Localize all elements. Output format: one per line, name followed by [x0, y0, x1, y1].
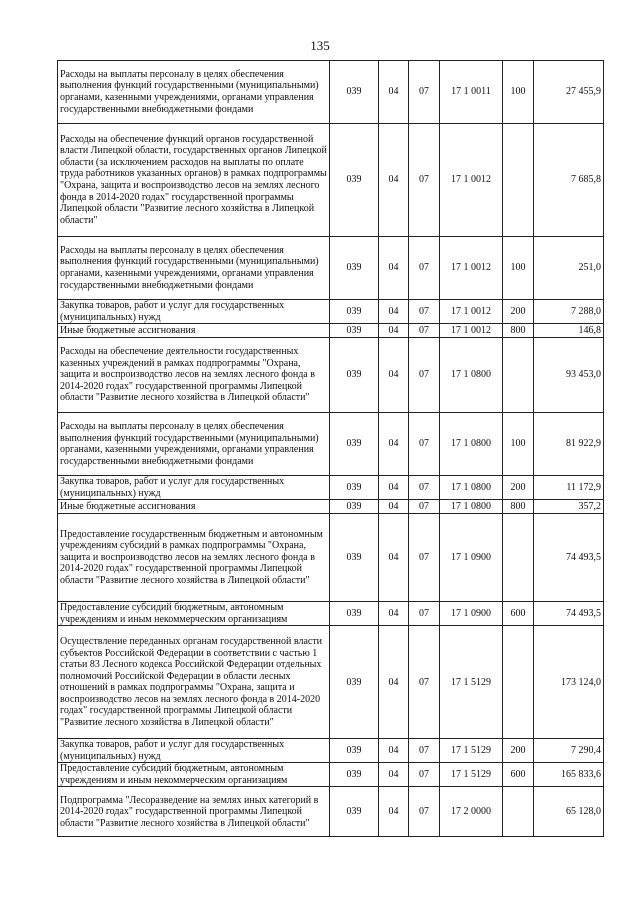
section-cell: 04 — [379, 300, 409, 324]
target-article-cell: 17 1 0012 — [440, 300, 503, 324]
subsection-cell: 07 — [409, 324, 440, 338]
subsection-cell: 07 — [409, 787, 440, 837]
budget-table-body — [58, 61, 604, 837]
item-name-cell: Расходы на выплаты персоналу в целях обеспечения выполнения функций государственными (муниципальными) органами, казенными учреждениями, органами управления государственными внебюджетными фондами — [58, 61, 330, 124]
table-row — [58, 124, 604, 237]
amount-cell: 165 833,6 — [534, 763, 604, 787]
section-cell: 04 — [379, 124, 409, 237]
expense-type-cell — [503, 626, 534, 739]
amount-cell: 81 922,9 — [534, 413, 604, 476]
target-article-cell: 17 1 5129 — [440, 739, 503, 763]
section-cell: 04 — [379, 61, 409, 124]
subsection-cell: 07 — [409, 61, 440, 124]
admin-code-cell: 039 — [330, 338, 379, 413]
target-article-cell: 17 1 5129 — [440, 626, 503, 739]
target-article-cell: 17 1 0011 — [440, 61, 503, 124]
table-row — [58, 787, 604, 837]
expense-type-cell: 600 — [503, 602, 534, 626]
section-cell: 04 — [379, 626, 409, 739]
subsection-cell: 07 — [409, 763, 440, 787]
expense-type-cell: 100 — [503, 413, 534, 476]
expense-type-cell: 200 — [503, 476, 534, 500]
subsection-cell: 07 — [409, 300, 440, 324]
expense-type-cell: 800 — [503, 324, 534, 338]
item-name-cell: Предоставление государственным бюджетным и автономным учреждениям субсидий в рамках подпрограммы "Охрана, защита и воспроизводство лесов на землях лесного фонда в 2014-2020 годах" государственной программы Липецкой области "Развитие лесного хозяйства в Липецкой области" — [58, 514, 330, 602]
admin-code-cell: 039 — [330, 324, 379, 338]
target-article-cell: 17 1 0800 — [440, 500, 503, 514]
admin-code-cell: 039 — [330, 787, 379, 837]
amount-cell: 357,2 — [534, 500, 604, 514]
subsection-cell: 07 — [409, 338, 440, 413]
amount-cell: 173 124,0 — [534, 626, 604, 739]
table-row — [58, 413, 604, 476]
section-cell: 04 — [379, 514, 409, 602]
section-cell: 04 — [379, 413, 409, 476]
expense-type-cell — [503, 338, 534, 413]
target-article-cell: 17 1 5129 — [440, 763, 503, 787]
target-article-cell: 17 1 0012 — [440, 324, 503, 338]
target-article-cell: 17 1 0800 — [440, 413, 503, 476]
table-row — [58, 739, 604, 763]
expense-type-cell: 200 — [503, 739, 534, 763]
expense-type-cell — [503, 124, 534, 237]
section-cell: 04 — [379, 237, 409, 300]
item-name-cell: Иные бюджетные ассигнования — [58, 324, 330, 338]
page-number: 135 — [310, 38, 330, 53]
target-article-cell: 17 1 0012 — [440, 124, 503, 237]
subsection-cell: 07 — [409, 500, 440, 514]
subsection-cell: 07 — [409, 124, 440, 237]
subsection-cell: 07 — [409, 237, 440, 300]
item-name-cell: Расходы на выплаты персоналу в целях обеспечения выполнения функций государственными (муниципальными) органами, казенными учреждениями, органами управления государственными внебюджетными фондами — [58, 237, 330, 300]
admin-code-cell: 039 — [330, 413, 379, 476]
admin-code-cell: 039 — [330, 61, 379, 124]
amount-cell: 7 288,0 — [534, 300, 604, 324]
table-row — [58, 237, 604, 300]
section-cell: 04 — [379, 763, 409, 787]
amount-cell: 74 493,5 — [534, 514, 604, 602]
subsection-cell: 07 — [409, 626, 440, 739]
amount-cell: 7 290,4 — [534, 739, 604, 763]
admin-code-cell: 039 — [330, 739, 379, 763]
item-name-cell: Иные бюджетные ассигнования — [58, 500, 330, 514]
admin-code-cell: 039 — [330, 514, 379, 602]
subsection-cell: 07 — [409, 413, 440, 476]
admin-code-cell: 039 — [330, 763, 379, 787]
admin-code-cell: 039 — [330, 476, 379, 500]
section-cell: 04 — [379, 787, 409, 837]
section-cell: 04 — [379, 324, 409, 338]
subsection-cell: 07 — [409, 476, 440, 500]
expense-type-cell: 200 — [503, 300, 534, 324]
table-row — [58, 300, 604, 324]
table-row — [58, 500, 604, 514]
amount-cell: 146,8 — [534, 324, 604, 338]
item-name-cell: Закупка товаров, работ и услуг для государственных (муниципальных) нужд — [58, 739, 330, 763]
item-name-cell: Закупка товаров, работ и услуг для государственных (муниципальных) нужд — [58, 300, 330, 324]
admin-code-cell: 039 — [330, 626, 379, 739]
amount-cell: 27 455,9 — [534, 61, 604, 124]
expense-type-cell: 100 — [503, 237, 534, 300]
table-row — [58, 763, 604, 787]
admin-code-cell: 039 — [330, 124, 379, 237]
item-name-cell: Закупка товаров, работ и услуг для государственных (муниципальных) нужд — [58, 476, 330, 500]
target-article-cell: 17 2 0000 — [440, 787, 503, 837]
budget-table — [57, 60, 604, 837]
section-cell: 04 — [379, 602, 409, 626]
admin-code-cell: 039 — [330, 300, 379, 324]
admin-code-cell: 039 — [330, 602, 379, 626]
table-row — [58, 324, 604, 338]
item-name-cell: Расходы на обеспечение деятельности государственных казенных учреждений в рамках подпрограммы "Охрана, защита и воспроизводство лесов на землях лесного фонда в 2014-2020 годах" государственной программы Липецкой области "Развитие лесного хозяйства в Липецкой области" — [58, 338, 330, 413]
subsection-cell: 07 — [409, 514, 440, 602]
subsection-cell: 07 — [409, 602, 440, 626]
table-row — [58, 602, 604, 626]
expense-type-cell: 100 — [503, 61, 534, 124]
amount-cell: 251,0 — [534, 237, 604, 300]
subsection-cell: 07 — [409, 739, 440, 763]
amount-cell: 65 128,0 — [534, 787, 604, 837]
expense-type-cell — [503, 514, 534, 602]
section-cell: 04 — [379, 338, 409, 413]
section-cell: 04 — [379, 476, 409, 500]
item-name-cell: Расходы на обеспечение функций органов государственной власти Липецкой области, государственных органов Липецкой области (за исключением расходов на выплаты по оплате труда работников указанных органов) в рамках подпрограммы "Охрана, защита и воспроизводство лесов на землях лесного фонда в 2014-2020 годах" государственной программы Липецкой области "Развитие лесного хозяйства в Липецкой области" — [58, 124, 330, 237]
target-article-cell: 17 1 0900 — [440, 602, 503, 626]
item-name-cell: Предоставление субсидий бюджетным, автономным учреждениям и иным некоммерческим организациям — [58, 602, 330, 626]
item-name-cell: Расходы на выплаты персоналу в целях обеспечения выполнения функций государственными (муниципальными) органами, казенными учреждениями, органами управления государственными внебюджетными фондами — [58, 413, 330, 476]
item-name-cell: Предоставление субсидий бюджетным, автономным учреждениям и иным некоммерческим организациям — [58, 763, 330, 787]
target-article-cell: 17 1 0800 — [440, 476, 503, 500]
expense-type-cell: 600 — [503, 763, 534, 787]
table-row — [58, 514, 604, 602]
amount-cell: 11 172,9 — [534, 476, 604, 500]
table-row — [58, 61, 604, 124]
table-row — [58, 626, 604, 739]
item-name-cell: Подпрограмма "Лесоразведение на землях иных категорий в 2014-2020 годах" государственной программы Липецкой области "Развитие лесного хозяйства в Липецкой области" — [58, 787, 330, 837]
target-article-cell: 17 1 0012 — [440, 237, 503, 300]
table-row — [58, 476, 604, 500]
expense-type-cell — [503, 787, 534, 837]
amount-cell: 7 685,8 — [534, 124, 604, 237]
target-article-cell: 17 1 0900 — [440, 514, 503, 602]
item-name-cell: Осуществление переданных органам государственной власти субъектов Российской Федерации в соответствии с частью 1 статьи 83 Лесного кодекса Российской Федерации отдельных полномочий Российской Федерации в области лесных отношений в рамках подпрограммы "Охрана, защита и воспроизводство лесов на землях лесного фонда в 2014-2020 годах" государственной программы Липецкой области "Развитие лесного хозяйства в Липецкой области" — [58, 626, 330, 739]
amount-cell: 74 493,5 — [534, 602, 604, 626]
section-cell: 04 — [379, 739, 409, 763]
expense-type-cell: 800 — [503, 500, 534, 514]
section-cell: 04 — [379, 500, 409, 514]
table-row — [58, 338, 604, 413]
amount-cell: 93 453,0 — [534, 338, 604, 413]
target-article-cell: 17 1 0800 — [440, 338, 503, 413]
admin-code-cell: 039 — [330, 500, 379, 514]
admin-code-cell: 039 — [330, 237, 379, 300]
